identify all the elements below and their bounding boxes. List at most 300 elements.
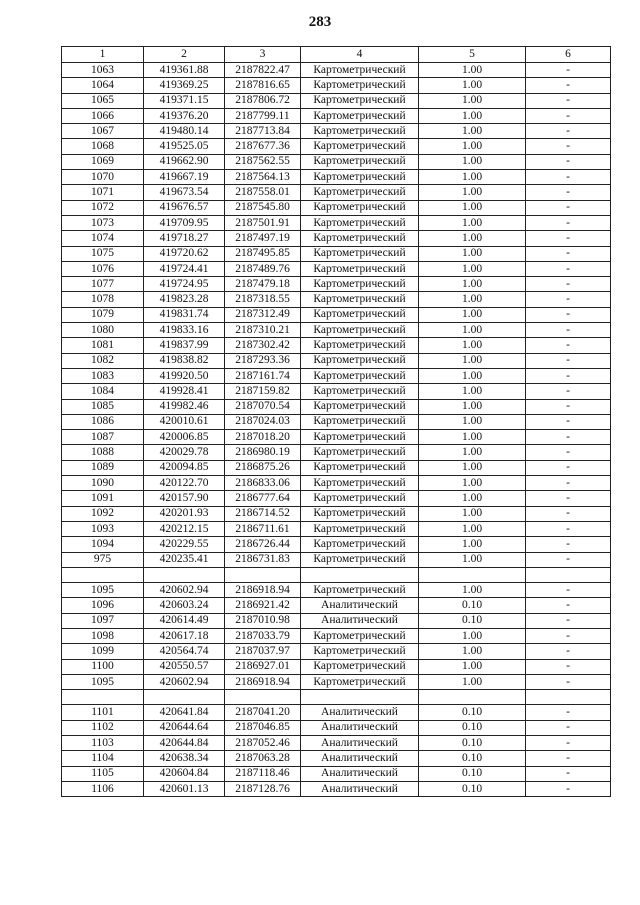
table-cell: 2187822.47	[225, 63, 301, 78]
table-cell: 419838.82	[144, 353, 225, 368]
table-cell: 420564.74	[144, 644, 225, 659]
table-cell: Картометрический	[301, 200, 419, 215]
table-cell: Картометрический	[301, 338, 419, 353]
table-cell	[301, 690, 419, 705]
table-cell: 1.00	[419, 323, 526, 338]
table-cell: 419720.62	[144, 246, 225, 261]
table-cell: 420617.18	[144, 628, 225, 643]
table-cell: 419724.95	[144, 277, 225, 292]
table-cell: 419982.46	[144, 399, 225, 414]
table-cell: 419837.99	[144, 338, 225, 353]
table-cell: 420614.49	[144, 613, 225, 628]
table-cell: -	[526, 231, 611, 246]
table-cell: -	[526, 399, 611, 414]
table-cell: Картометрический	[301, 78, 419, 93]
table-cell: 1105	[62, 766, 144, 781]
table-cell: Картометрический	[301, 323, 419, 338]
table-cell: 419371.15	[144, 93, 225, 108]
table-cell: Картометрический	[301, 491, 419, 506]
table-cell: Картометрический	[301, 170, 419, 185]
table-cell: 1.00	[419, 78, 526, 93]
table-cell: 1096	[62, 598, 144, 613]
table-cell: 2187564.13	[225, 170, 301, 185]
table-cell: -	[526, 460, 611, 475]
table-cell: 419928.41	[144, 384, 225, 399]
table-cell: 419676.57	[144, 200, 225, 215]
table-cell: 2187041.20	[225, 705, 301, 720]
table-cell: 1069	[62, 154, 144, 169]
table-cell: Картометрический	[301, 185, 419, 200]
table-cell: 2187063.28	[225, 751, 301, 766]
table-cell: -	[526, 185, 611, 200]
table-cell: 420550.57	[144, 659, 225, 674]
table-cell: 2187118.46	[225, 766, 301, 781]
table-row	[62, 445, 611, 460]
table-cell: -	[526, 108, 611, 123]
table-row	[62, 430, 611, 445]
table-row	[62, 644, 611, 659]
table-cell: 420602.94	[144, 674, 225, 689]
table-cell: 1071	[62, 185, 144, 200]
table-cell: Картометрический	[301, 108, 419, 123]
table-cell: 419480.14	[144, 124, 225, 139]
table-cell: 2187310.21	[225, 323, 301, 338]
table-cell: 1104	[62, 751, 144, 766]
table-row	[62, 613, 611, 628]
table-cell: -	[526, 124, 611, 139]
table-cell: 1089	[62, 460, 144, 475]
table-cell: -	[526, 384, 611, 399]
table-cell: -	[526, 78, 611, 93]
table-cell: 1090	[62, 476, 144, 491]
table-cell: 419724.41	[144, 261, 225, 276]
table-cell: 1085	[62, 399, 144, 414]
table-cell: 420201.93	[144, 506, 225, 521]
table-cell: 1082	[62, 353, 144, 368]
table-cell: 1.00	[419, 384, 526, 399]
table-cell: 0.10	[419, 613, 526, 628]
table-cell: 1.00	[419, 521, 526, 536]
table-cell: 2186918.94	[225, 583, 301, 598]
column-header: 3	[225, 47, 301, 63]
table-cell: 2187293.36	[225, 353, 301, 368]
table-cell: 1063	[62, 63, 144, 78]
table-row	[62, 384, 611, 399]
table-cell: 1065	[62, 93, 144, 108]
table-cell	[225, 567, 301, 582]
table-cell: 420602.94	[144, 583, 225, 598]
column-header: 5	[419, 47, 526, 63]
table-cell: 1074	[62, 231, 144, 246]
table-row	[62, 124, 611, 139]
table-cell: 420094.85	[144, 460, 225, 475]
table-cell: 420601.13	[144, 781, 225, 796]
table-cell: 1075	[62, 246, 144, 261]
table-cell: 1.00	[419, 644, 526, 659]
table-cell: 1.00	[419, 139, 526, 154]
table-cell: -	[526, 751, 611, 766]
table-cell: -	[526, 674, 611, 689]
table-cell: 1.00	[419, 628, 526, 643]
table-cell: Картометрический	[301, 583, 419, 598]
table-cell: -	[526, 368, 611, 383]
table-cell: 1.00	[419, 445, 526, 460]
table-row	[62, 307, 611, 322]
table-cell: Картометрический	[301, 506, 419, 521]
table-cell: 419718.27	[144, 231, 225, 246]
table-cell: 1.00	[419, 414, 526, 429]
table-cell: Картометрический	[301, 414, 419, 429]
table-cell: 2186731.83	[225, 552, 301, 567]
table-row	[62, 598, 611, 613]
table-cell: -	[526, 414, 611, 429]
table-row	[62, 537, 611, 552]
table-cell: 2187312.49	[225, 307, 301, 322]
table-cell: -	[526, 598, 611, 613]
table-cell: 1.00	[419, 93, 526, 108]
table-cell: 420029.78	[144, 445, 225, 460]
table-cell: 1073	[62, 215, 144, 230]
table-cell: 2187562.55	[225, 154, 301, 169]
table-cell: 2186726.44	[225, 537, 301, 552]
table-cell: 420641.84	[144, 705, 225, 720]
table-cell: -	[526, 307, 611, 322]
column-header: 4	[301, 47, 419, 63]
table-cell: -	[526, 154, 611, 169]
table-cell: 1.00	[419, 460, 526, 475]
table-cell: -	[526, 613, 611, 628]
table-cell: 1091	[62, 491, 144, 506]
table-cell: Картометрический	[301, 154, 419, 169]
table-cell: 419361.88	[144, 63, 225, 78]
table-cell: 1.00	[419, 537, 526, 552]
table-row	[62, 414, 611, 429]
table-cell: 1.00	[419, 430, 526, 445]
table-cell: 1.00	[419, 200, 526, 215]
table-cell: 1092	[62, 506, 144, 521]
table-cell: 1.00	[419, 583, 526, 598]
table-row	[62, 674, 611, 689]
table-cell: 2187318.55	[225, 292, 301, 307]
table-row	[62, 139, 611, 154]
table-cell: -	[526, 506, 611, 521]
table-cell: 1095	[62, 583, 144, 598]
column-header: 1	[62, 47, 144, 63]
table-cell: -	[526, 720, 611, 735]
table-cell: 1.00	[419, 170, 526, 185]
table-header-row	[62, 47, 611, 63]
table-cell: 420010.61	[144, 414, 225, 429]
table-cell: 1102	[62, 720, 144, 735]
table-cell: 1.00	[419, 506, 526, 521]
table-cell: 0.10	[419, 736, 526, 751]
table-row	[62, 476, 611, 491]
table-cell: 1.00	[419, 307, 526, 322]
table-cell: -	[526, 537, 611, 552]
table-cell: Аналитический	[301, 781, 419, 796]
table-row	[62, 491, 611, 506]
table-row	[62, 781, 611, 796]
table-cell: Картометрический	[301, 93, 419, 108]
table-cell: 2187545.80	[225, 200, 301, 215]
table-cell: 1101	[62, 705, 144, 720]
table-cell: Картометрический	[301, 476, 419, 491]
table-cell: 1080	[62, 323, 144, 338]
table-cell: 0.10	[419, 598, 526, 613]
table-cell: 1103	[62, 736, 144, 751]
table-cell: 2187024.03	[225, 414, 301, 429]
table-cell: -	[526, 338, 611, 353]
table-cell	[144, 567, 225, 582]
table-cell: Картометрический	[301, 644, 419, 659]
table-cell: 420644.64	[144, 720, 225, 735]
table-cell: 1.00	[419, 277, 526, 292]
table-cell: Картометрический	[301, 552, 419, 567]
page-number: 283	[308, 14, 332, 30]
table-cell: 1.00	[419, 124, 526, 139]
table-separator-row	[62, 690, 611, 705]
table-cell: Картометрический	[301, 63, 419, 78]
table-cell: 1.00	[419, 368, 526, 383]
table-row	[62, 231, 611, 246]
table-cell: 2187497.19	[225, 231, 301, 246]
table-cell: 1064	[62, 78, 144, 93]
table-cell: 2187816.65	[225, 78, 301, 93]
column-header: 2	[144, 47, 225, 63]
table-cell: 2186918.94	[225, 674, 301, 689]
table-cell: Картометрический	[301, 430, 419, 445]
table-cell: 1077	[62, 277, 144, 292]
table-cell: -	[526, 781, 611, 796]
table-cell: 2187033.79	[225, 628, 301, 643]
table-cell: 419525.05	[144, 139, 225, 154]
table-cell: 0.10	[419, 705, 526, 720]
table-cell: 1.00	[419, 476, 526, 491]
table-cell: Картометрический	[301, 445, 419, 460]
table-cell: Картометрический	[301, 139, 419, 154]
table-cell: -	[526, 491, 611, 506]
table-cell: Картометрический	[301, 292, 419, 307]
table-cell: 419376.20	[144, 108, 225, 123]
table-cell: -	[526, 200, 611, 215]
table-cell: Картометрический	[301, 659, 419, 674]
table-cell: 1083	[62, 368, 144, 383]
table-row	[62, 628, 611, 643]
table-cell: Картометрический	[301, 124, 419, 139]
table-cell: -	[526, 430, 611, 445]
table-cell: 1093	[62, 521, 144, 536]
table-cell: Картометрический	[301, 353, 419, 368]
table-cell: 1068	[62, 139, 144, 154]
table-cell	[419, 690, 526, 705]
table-cell: -	[526, 736, 611, 751]
table-cell: 2187489.76	[225, 261, 301, 276]
table-cell: 1.00	[419, 353, 526, 368]
table-row	[62, 521, 611, 536]
table-cell: -	[526, 552, 611, 567]
table-cell: Картометрический	[301, 628, 419, 643]
table-cell: -	[526, 521, 611, 536]
table-row	[62, 185, 611, 200]
table-row	[62, 353, 611, 368]
table-cell: 1099	[62, 644, 144, 659]
table-cell	[419, 567, 526, 582]
table-cell: 1086	[62, 414, 144, 429]
table-cell: Аналитический	[301, 613, 419, 628]
table-row	[62, 552, 611, 567]
table-cell: 2186980.19	[225, 445, 301, 460]
table-cell: 975	[62, 552, 144, 567]
table-cell	[526, 690, 611, 705]
table-row	[62, 720, 611, 735]
table-cell: 1.00	[419, 338, 526, 353]
table-cell: 1100	[62, 659, 144, 674]
table-cell: 419709.95	[144, 215, 225, 230]
table-row	[62, 170, 611, 185]
table-cell: Картометрический	[301, 261, 419, 276]
table-cell: 0.10	[419, 766, 526, 781]
table-cell: -	[526, 628, 611, 643]
table-cell: 2187070.54	[225, 399, 301, 414]
coordinates-table	[61, 46, 611, 797]
table-cell: 1078	[62, 292, 144, 307]
table-cell	[62, 567, 144, 582]
table-cell: 1.00	[419, 491, 526, 506]
table-cell: -	[526, 583, 611, 598]
table-cell: 1.00	[419, 215, 526, 230]
table-row	[62, 323, 611, 338]
table-cell: 420604.84	[144, 766, 225, 781]
table-row	[62, 368, 611, 383]
table-cell: 419662.90	[144, 154, 225, 169]
table-cell: 419831.74	[144, 307, 225, 322]
table-cell	[526, 567, 611, 582]
table-cell: 1.00	[419, 108, 526, 123]
table-cell	[62, 690, 144, 705]
table-cell: -	[526, 353, 611, 368]
table-cell: -	[526, 644, 611, 659]
table-cell: 420638.34	[144, 751, 225, 766]
table-cell: -	[526, 215, 611, 230]
table-cell: 2187128.76	[225, 781, 301, 796]
table-cell: 420235.41	[144, 552, 225, 567]
table-row	[62, 583, 611, 598]
table-cell: 1.00	[419, 231, 526, 246]
table-cell: Аналитический	[301, 598, 419, 613]
table-cell: -	[526, 261, 611, 276]
table-cell: 2187799.11	[225, 108, 301, 123]
table-cell: 1070	[62, 170, 144, 185]
table-cell: 420644.84	[144, 736, 225, 751]
table-cell: Аналитический	[301, 720, 419, 735]
table-row	[62, 154, 611, 169]
table-cell: 1.00	[419, 185, 526, 200]
table-cell: Картометрический	[301, 460, 419, 475]
table-cell: 2186875.26	[225, 460, 301, 475]
table-cell: Картометрический	[301, 231, 419, 246]
table-cell: Картометрический	[301, 674, 419, 689]
table-row	[62, 292, 611, 307]
table-cell: 1.00	[419, 63, 526, 78]
table-row	[62, 399, 611, 414]
column-header: 6	[526, 47, 611, 63]
table-cell: 419673.54	[144, 185, 225, 200]
table-cell: -	[526, 705, 611, 720]
table-separator-row	[62, 567, 611, 582]
table-cell: 2187046.85	[225, 720, 301, 735]
table-cell: 1.00	[419, 399, 526, 414]
table-cell: 1097	[62, 613, 144, 628]
table-cell: 2187713.84	[225, 124, 301, 139]
table-cell: 1081	[62, 338, 144, 353]
table-cell: 419833.16	[144, 323, 225, 338]
table-cell: -	[526, 323, 611, 338]
table-cell: 1106	[62, 781, 144, 796]
table-cell	[301, 567, 419, 582]
table-cell: Картометрический	[301, 521, 419, 536]
table-cell: 420006.85	[144, 430, 225, 445]
table-cell: 420603.24	[144, 598, 225, 613]
table-row	[62, 277, 611, 292]
table-row	[62, 200, 611, 215]
table-row	[62, 93, 611, 108]
table-row	[62, 705, 611, 720]
table-cell: 1.00	[419, 674, 526, 689]
table-cell: -	[526, 292, 611, 307]
table-row	[62, 766, 611, 781]
table-cell: 1088	[62, 445, 144, 460]
table-cell: 2186777.64	[225, 491, 301, 506]
table-cell: 420212.15	[144, 521, 225, 536]
table-cell: 0.10	[419, 751, 526, 766]
table-cell: Картометрический	[301, 384, 419, 399]
table-cell: -	[526, 170, 611, 185]
table-cell: 2186927.01	[225, 659, 301, 674]
table-cell: -	[526, 246, 611, 261]
table-cell: Картометрический	[301, 277, 419, 292]
table-cell: 420229.55	[144, 537, 225, 552]
table-cell: 0.10	[419, 781, 526, 796]
table-row	[62, 261, 611, 276]
table-cell: 1.00	[419, 552, 526, 567]
table-cell: 2186714.52	[225, 506, 301, 521]
table-row	[62, 506, 611, 521]
table-cell: 0.10	[419, 720, 526, 735]
table-cell: 1095	[62, 674, 144, 689]
table-cell: 1066	[62, 108, 144, 123]
table-cell: 2187558.01	[225, 185, 301, 200]
table-row	[62, 751, 611, 766]
table-row	[62, 108, 611, 123]
table-row	[62, 736, 611, 751]
table-cell: -	[526, 63, 611, 78]
table-cell: 2187159.82	[225, 384, 301, 399]
table-cell: 1084	[62, 384, 144, 399]
table-row	[62, 460, 611, 475]
table-cell: Картометрический	[301, 215, 419, 230]
table-cell: -	[526, 659, 611, 674]
table-cell: 419667.19	[144, 170, 225, 185]
table-cell: 2187501.91	[225, 215, 301, 230]
table-cell: Картометрический	[301, 246, 419, 261]
table-row	[62, 78, 611, 93]
table-cell	[225, 690, 301, 705]
table-cell: Аналитический	[301, 766, 419, 781]
table-row	[62, 215, 611, 230]
table-row	[62, 659, 611, 674]
table-cell: 1094	[62, 537, 144, 552]
table-cell: 1079	[62, 307, 144, 322]
